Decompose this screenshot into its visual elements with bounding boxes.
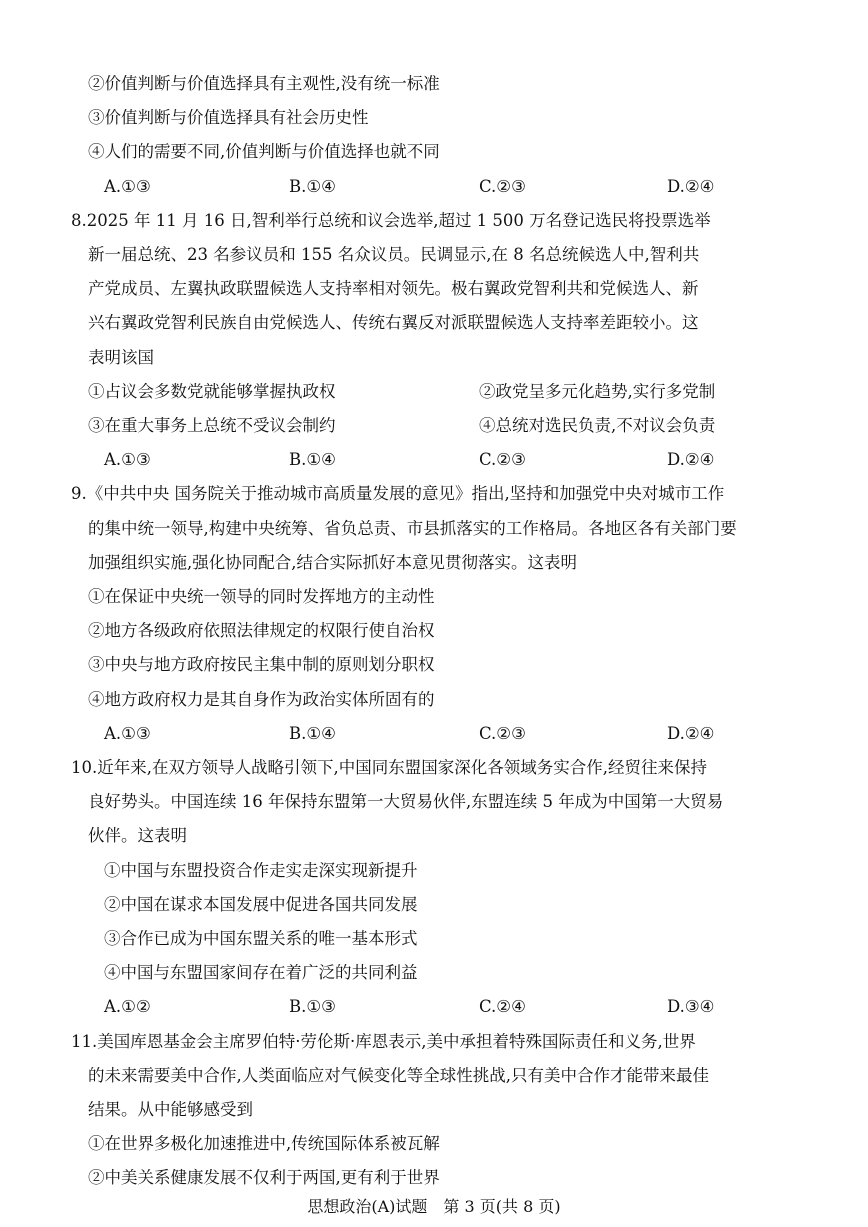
q10-option-b: B.①③ <box>289 997 336 1017</box>
q7-option-d: D.②④ <box>667 176 715 196</box>
q11-stem-line-2: 的未来需要美中合作,人类面临应对气候变化等全球性挑战,只有美中合作才能带来最佳 <box>88 1065 709 1085</box>
q10-option-a: A.①② <box>104 997 151 1017</box>
q7-option-a: A.①③ <box>104 176 151 196</box>
q9-item-3: ③中央与地方政府按民主集中制的原则划分职权 <box>88 655 435 675</box>
q9-item-1: ①在保证中央统一领导的同时发挥地方的主动性 <box>88 587 435 606</box>
q8-stem-line-2: 新一届总统、23 名参议员和 155 名众议员。民调显示,在 8 名总统候选人中,智利共 <box>88 245 700 264</box>
q8-option-c: C.②③ <box>479 450 526 470</box>
q7-item-4: ④人们的需要不同,价值判断与价值选择也就不同 <box>88 142 440 162</box>
q9-stem-line-3: 加强组织实施,强化协同配合,结合实际抓好本意见贯彻落实。这表明 <box>88 552 577 572</box>
q10-item-4: ④中国与东盟国家间存在着广泛的共同利益 <box>104 963 418 983</box>
page-footer: 思想政治(A)试题 第 3 页(共 8 页) <box>307 1197 561 1216</box>
q8-option-b: B.①④ <box>289 450 336 470</box>
q9-option-d: D.②④ <box>667 723 715 743</box>
q8-stem-line-4: 兴右翼政党智利民族自由党候选人、传统右翼反对派联盟候选人支持率差距较小。这 <box>88 313 699 333</box>
q10-option-c: C.②④ <box>479 997 526 1017</box>
q10-item-2: ②中国在谋求本国发展中促进各国共同发展 <box>104 894 418 914</box>
q8-stem-line-1: 8.2025 年 11 月 16 日,智利举行总统和议会选举,超过 1 500 万名登记选民将投票选举 <box>71 210 711 230</box>
q8-item-2: ②政党呈多元化趋势,实行多党制 <box>479 381 716 401</box>
q8-item-4: ④总统对选民负责,不对议会负责 <box>479 416 716 435</box>
q9-option-b: B.①④ <box>289 723 336 743</box>
q11-item-2: ②中美关系健康发展不仅利于两国,更有利于世界 <box>88 1168 440 1188</box>
q10-option-d: D.③④ <box>667 997 715 1017</box>
q10-item-3: ③合作已成为中国东盟关系的唯一基本形式 <box>104 929 418 948</box>
q9-stem-line-1: 9.《中共中央 国务院关于推动城市高质量发展的意见》指出,坚持和加强党中央对城市工作 <box>71 484 725 504</box>
q10-stem-line-2: 良好势头。中国连续 16 年保持东盟第一大贸易伙伴,东盟连续 5 年成为中国第一大贸易 <box>88 792 724 812</box>
q9-option-a: A.①③ <box>104 723 151 743</box>
q9-item-4: ④地方政府权力是其自身作为政治实体所固有的 <box>88 689 435 709</box>
q11-stem-line-3: 结果。从中能够感受到 <box>88 1100 253 1119</box>
q10-item-1: ①中国与东盟投资合作走实走深实现新提升 <box>104 860 418 880</box>
q9-stem-line-2: 的集中统一领导,构建中央统筹、省负总责、市县抓落实的工作格局。各地区各有关部门要 <box>88 518 737 538</box>
q11-item-1: ①在世界多极化加速推进中,传统国际体系被瓦解 <box>88 1134 440 1154</box>
q8-option-a: A.①③ <box>104 450 151 470</box>
q8-option-d: D.②④ <box>667 450 715 470</box>
q7-option-b: B.①④ <box>289 176 336 196</box>
q9-item-2: ②地方各级政府依照法律规定的权限行使自治权 <box>88 621 435 641</box>
q10-stem-line-1: 10.近年来,在双方领导人战略引领下,中国同东盟国家深化各领域务实合作,经贸往来保持 <box>71 758 707 777</box>
q11-stem-line-1: 11.美国库恩基金会主席罗伯特·劳伦斯·库恩表示,美中承担着特殊国际责任和义务,世界 <box>71 1031 696 1051</box>
q8-stem-line-3: 产党成员、左翼执政联盟候选人支持率相对领先。极右翼政党智利共和党候选人、新 <box>88 279 699 299</box>
q8-stem-line-5: 表明该国 <box>88 347 154 367</box>
q8-item-3: ③在重大事务上总统不受议会制约 <box>88 416 336 435</box>
q7-item-2: ②价值判断与价值选择具有主观性,没有统一标准 <box>88 74 440 93</box>
q7-item-3: ③价值判断与价值选择具有社会历史性 <box>88 108 369 128</box>
q7-option-c: C.②③ <box>479 176 526 196</box>
q8-item-1: ①占议会多数党就能够掌握执政权 <box>88 381 336 401</box>
q10-stem-line-3: 伙伴。这表明 <box>88 826 187 846</box>
q9-option-c: C.②③ <box>479 723 526 743</box>
